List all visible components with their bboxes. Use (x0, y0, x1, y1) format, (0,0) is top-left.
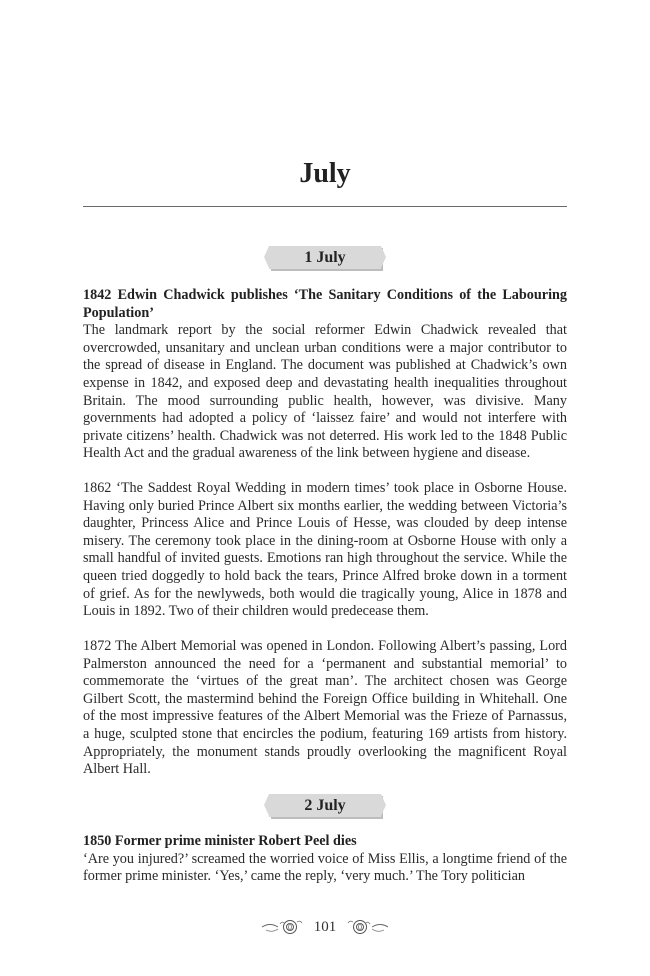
entry-1872-albert-memorial (83, 638, 567, 779)
page-number: 101 (313, 918, 337, 935)
page-footer (83, 918, 567, 936)
entry-1862-royal-wedding (83, 480, 567, 621)
floral-ornament-icon (260, 918, 304, 936)
entry-body: ‘Are you injured?’ screamed the worried voice of Miss Ellis, a longtime friend of the former prime minister. ‘Yes,’ came the reply, ‘very much.’ The Tory politician (83, 850, 567, 885)
month-title: July (299, 158, 351, 189)
date-banner-2-july: 2 July (269, 794, 381, 817)
entry-heading: 1850 Former prime minister Robert Peel dies (83, 833, 357, 849)
entry-heading: 1842 Edwin Chadwick publishes ‘The Sanitary Conditions of the Labouring Population’ (83, 287, 567, 321)
entry-body: The landmark report by the social reformer Edwin Chadwick revealed that overcrowded, unsanitary and unclean urban conditions were a major contributor to the spread of disease in England. The document was published at Chadwick’s own expense in 1842, and exposed deep and devastating health inequalities throughout Britain. The mood surrounding public health, however, was divisive. Many governments had adopted a policy of ‘laissez faire’ and would not interfere with private citizens’ health. Chadwick was not deterred. His work led to the 1848 Public Health Act and the gradual awareness of the link between hygiene and disease. (83, 322, 567, 462)
entry-body: 1862 ‘The Saddest Royal Wedding in modern times’ took place in Osborne House. Having only buried Prince Albert six months earlier, the wedding between Victoria’s daughter, Princess Alice and Prince Louis of Hesse, was clouded by deep intense misery. The ceremony took place in the dining-room at Osborne House with only a small handful of invited guests. Emotions ran high throughout the service. While the queen tried doggedly to hold back the tears, Prince Alfred broke down in a torment of grief. As for the newlyweds, both would die tragically young, Alice in 1878 and Louis in 1892. Two of their children would predecease them. (83, 480, 567, 620)
entry-body: 1872 The Albert Memorial was opened in London. Following Albert’s passing, Lord Palmerston announced the need for a ‘permanent and substantial memorial’ to commemorate the ‘virtues of the great man’. The architect chosen was George Gilbert Scott, the mastermind behind the Foreign Office building in Whitehall. One of the most impressive features of the Albert Memorial was the Frieze of Parnassus, a huge, sculpted stone that encircles the podium, featuring 169 artists from history. Appropriately, the monument stands proudly overlooking the magnificent Royal Albert Hall. (83, 638, 567, 778)
date-banner-1-july: 1 July (269, 246, 381, 269)
entry-1850-robert-peel (83, 833, 567, 886)
entry-1842-chadwick (83, 287, 567, 463)
title-divider (83, 206, 567, 207)
floral-ornament-icon (346, 918, 390, 936)
